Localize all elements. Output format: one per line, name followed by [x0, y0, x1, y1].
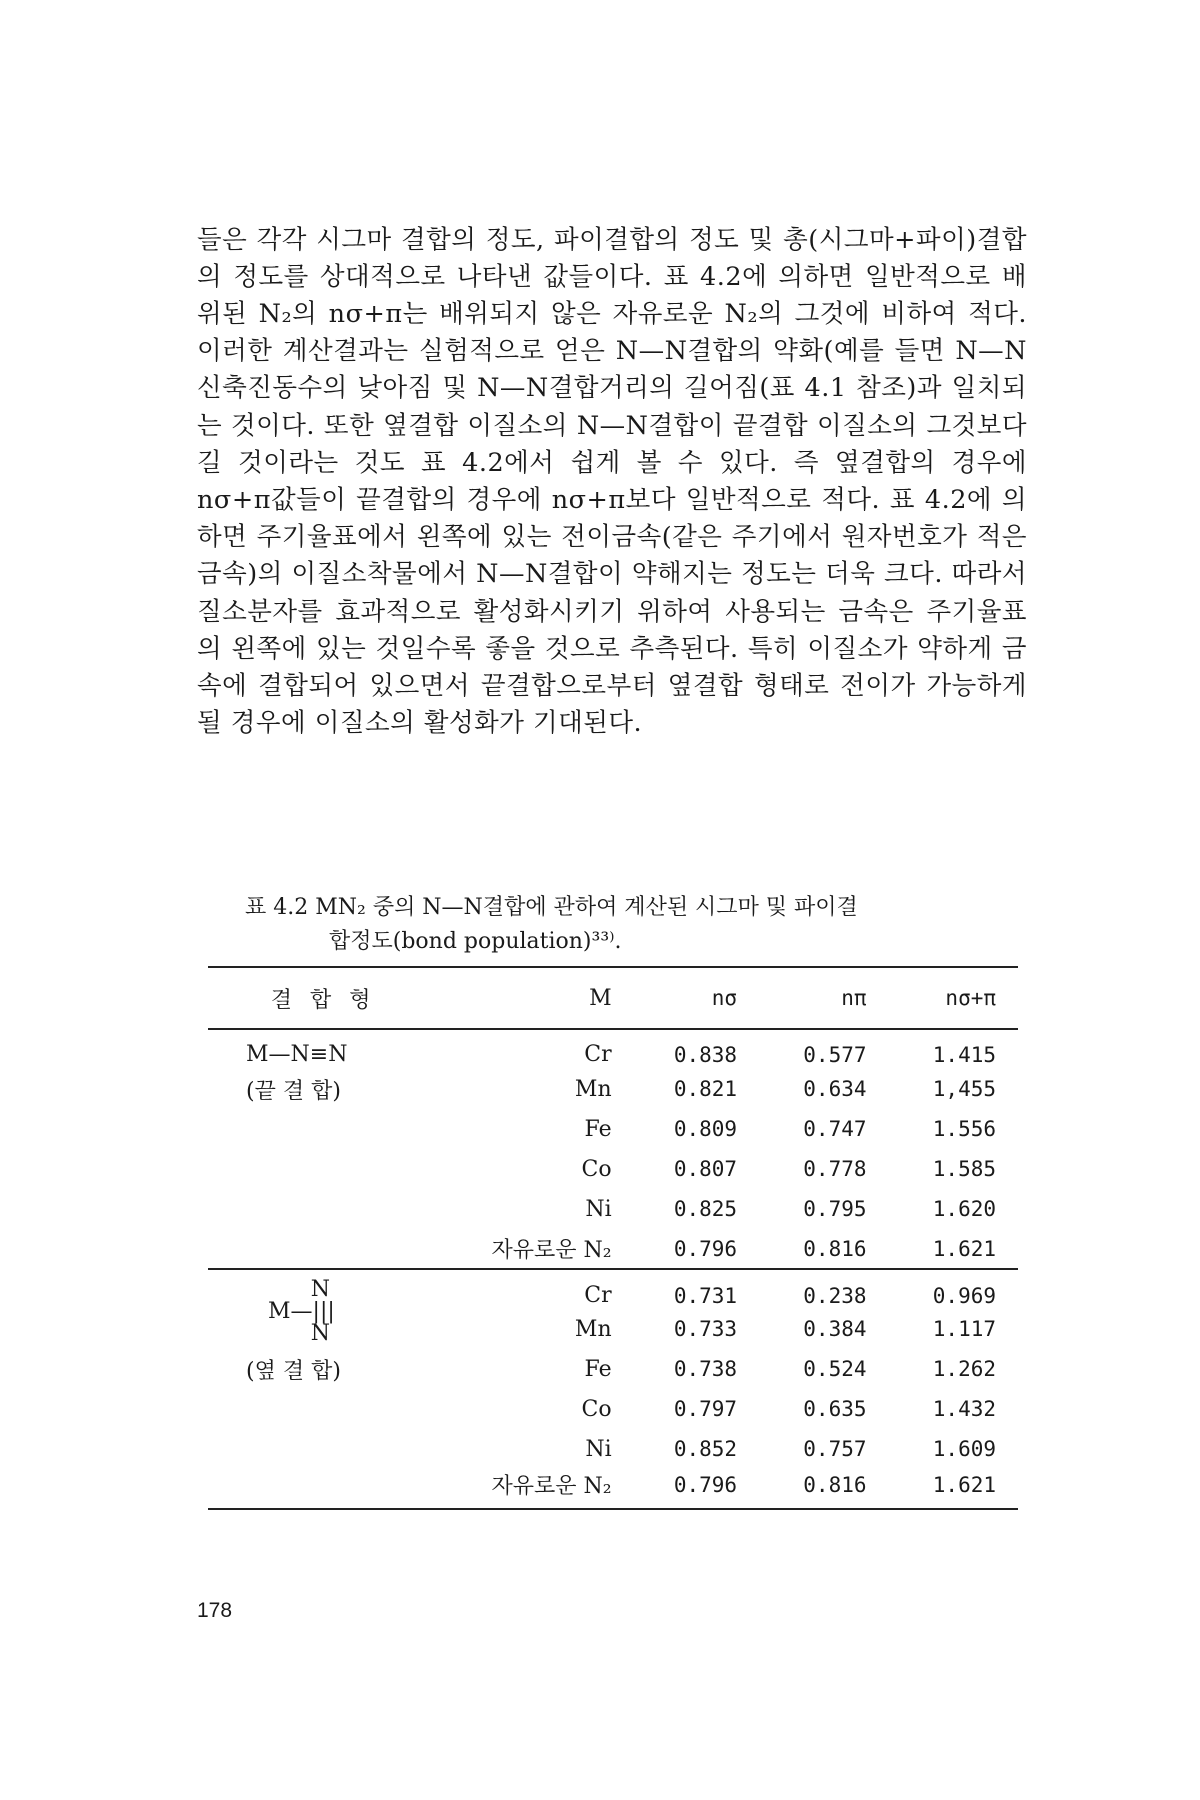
caption-line-1: 표 4.2 MN₂ 중의 N—N결합에 관하여 계산된 시그마 및 파이결	[245, 895, 858, 920]
struct-metal-bond: M—|||	[268, 1298, 335, 1324]
n-sigma-cell: 0.797	[673, 1397, 738, 1421]
n-sigma-cell: 0.796	[630, 1469, 759, 1509]
n-pi-cell: 0.757	[803, 1437, 867, 1461]
bond-population-table	[208, 966, 1018, 1510]
page-number: 178	[197, 1599, 233, 1622]
n-sigma-pi-cell: 1.621	[932, 1236, 996, 1261]
n-pi-cell: 0.778	[803, 1157, 867, 1181]
n-sigma-pi-cell: 1.556	[932, 1117, 996, 1141]
n-sigma-cell: 0.733	[673, 1317, 738, 1341]
metal-cell: Mn	[574, 1316, 612, 1342]
n-pi-cell: 0.238	[759, 1269, 888, 1309]
n-sigma-cell: 0.821	[673, 1077, 738, 1101]
metal-cell: Co	[581, 1156, 612, 1182]
body-paragraph: 들은 각각 시그마 결합의 정도, 파이결합의 정도 및 총(시그마+파이)결합의 정도를 상대적으로 나타낸 값들이다. 표 4.2에 의하면 일반적으로 배위된 N₂의 nσ+π는 배위되지 않은 자유로운 N₂의 그것에 비하여 적다. 이러한 계산결과는 실험적으로 얻은 N—N결합의 약화(예를 들면 N—N신축진동수의 낮아짐 및 N—N결합거리의 길어짐(표 4.1 참조)과 일치되는 것이다. 또한 옆결합 이질소의 N—N결합이 끝결합 이질소의 그것보다 길 것이라는 것도 표 4.2에서 쉽게 볼 수 있다. 즉 옆결합의 경우에 nσ+π값들이 끝결합의 경우에 nσ+π보다 일반적으로 적다. 표 4.2에 의하면 주기율표에서 왼쪽에 있는 전이금속(같은 주기에서 원자번호가 적은 금속)의 이질소착물에서 N—N결합이 약해지는 정도는 더욱 크다. 따라서 질소분자를 효과적으로 활성화시키기 위하여 사용되는 금속은 주기율표의 왼쪽에 있는 것일수록 좋을 것으로 추측된다. 특히 이질소가 약하게 금속에 결합되어 있으면서 끝결합으로부터 옆결합 형태로 전이가 가능하게 될 경우에 이질소의 활성화가 기대된다.	[197, 224, 1027, 739]
side-on-group	[208, 1269, 1018, 1509]
n-sigma-pi-cell: 1.415	[932, 1042, 996, 1067]
n-pi-cell: 0.577	[803, 1042, 867, 1067]
metal-cell: Mn	[574, 1076, 612, 1102]
n-sigma-pi-cell: 1.620	[932, 1197, 996, 1221]
metal-cell: Fe	[584, 1116, 612, 1142]
n-pi-cell: 0.747	[803, 1117, 867, 1141]
n-sigma-pi-cell: 1.585	[932, 1157, 996, 1181]
end-on-structure: M—N≡N	[246, 1042, 348, 1067]
table-row	[208, 1149, 1018, 1189]
n-pi-cell: 0.816	[803, 1236, 867, 1261]
metal-cell: 자유로운 N₂	[451, 1469, 629, 1509]
metal-cell: Ni	[585, 1196, 612, 1222]
header-bond-type: 결합형	[208, 967, 451, 1029]
table-row	[208, 1429, 1018, 1469]
table-row	[208, 1229, 1018, 1269]
table-row	[208, 1029, 1018, 1069]
n-sigma-pi-cell: 1.117	[932, 1317, 996, 1341]
header-n-pi: nπ	[759, 967, 888, 1029]
n-sigma-cell: 0.731	[630, 1269, 759, 1309]
n-sigma-cell: 0.738	[673, 1357, 738, 1381]
metal-cell: 자유로운 N₂	[491, 1238, 612, 1263]
n-sigma-cell: 0.852	[673, 1437, 738, 1461]
table-row	[208, 1069, 1018, 1109]
metal-cell: Co	[581, 1396, 612, 1422]
n-pi-cell: 0.524	[803, 1357, 867, 1381]
n-sigma-cell: 0.825	[673, 1197, 738, 1221]
n-pi-cell: 0.635	[803, 1397, 867, 1421]
n-sigma-cell: 0.809	[673, 1117, 738, 1141]
table-row	[208, 1349, 1018, 1389]
n-sigma-pi-cell: 0.969	[889, 1269, 1019, 1309]
table-row	[208, 1469, 1018, 1509]
header-n-sigma-pi: nσ+π	[889, 967, 1019, 1029]
struct-n-top: N	[310, 1276, 330, 1302]
n-sigma-pi-cell: 1.609	[932, 1437, 996, 1461]
end-on-group	[208, 1029, 1018, 1269]
metal-cell: Cr	[451, 1269, 629, 1309]
caption-line-2: 합정도(bond population)³³⁾.	[329, 929, 622, 954]
metal-cell: Ni	[585, 1436, 612, 1462]
struct-n-bottom: N	[310, 1320, 330, 1346]
metal-cell: Cr	[584, 1042, 612, 1067]
n-sigma-pi-cell: 1.432	[932, 1397, 996, 1421]
n-pi-cell: 0.816	[759, 1469, 888, 1509]
table-caption	[245, 891, 1025, 959]
n-sigma-cell: 0.838	[673, 1042, 738, 1067]
n-pi-cell: 0.384	[803, 1317, 867, 1341]
end-on-label: (끝 결 합)	[246, 1078, 341, 1104]
header-metal: M	[451, 967, 629, 1029]
n-sigma-pi-cell: 1.262	[932, 1357, 996, 1381]
header-n-sigma: nσ	[630, 967, 759, 1029]
table-row	[208, 1189, 1018, 1229]
table-row	[208, 1389, 1018, 1429]
n-sigma-cell: 0.796	[673, 1236, 738, 1261]
n-pi-cell: 0.795	[803, 1197, 867, 1221]
side-on-structure	[208, 1269, 451, 1349]
table-header-row	[208, 967, 1018, 1029]
side-on-label: (옆 결 합)	[246, 1358, 341, 1384]
n-sigma-pi-cell: 1,455	[932, 1077, 996, 1101]
n-pi-cell: 0.634	[803, 1077, 867, 1101]
table-row	[208, 1269, 1018, 1309]
metal-cell: Fe	[584, 1356, 612, 1382]
n-sigma-cell: 0.807	[673, 1157, 738, 1181]
table-row	[208, 1109, 1018, 1149]
n-sigma-pi-cell: 1.621	[889, 1469, 1019, 1509]
